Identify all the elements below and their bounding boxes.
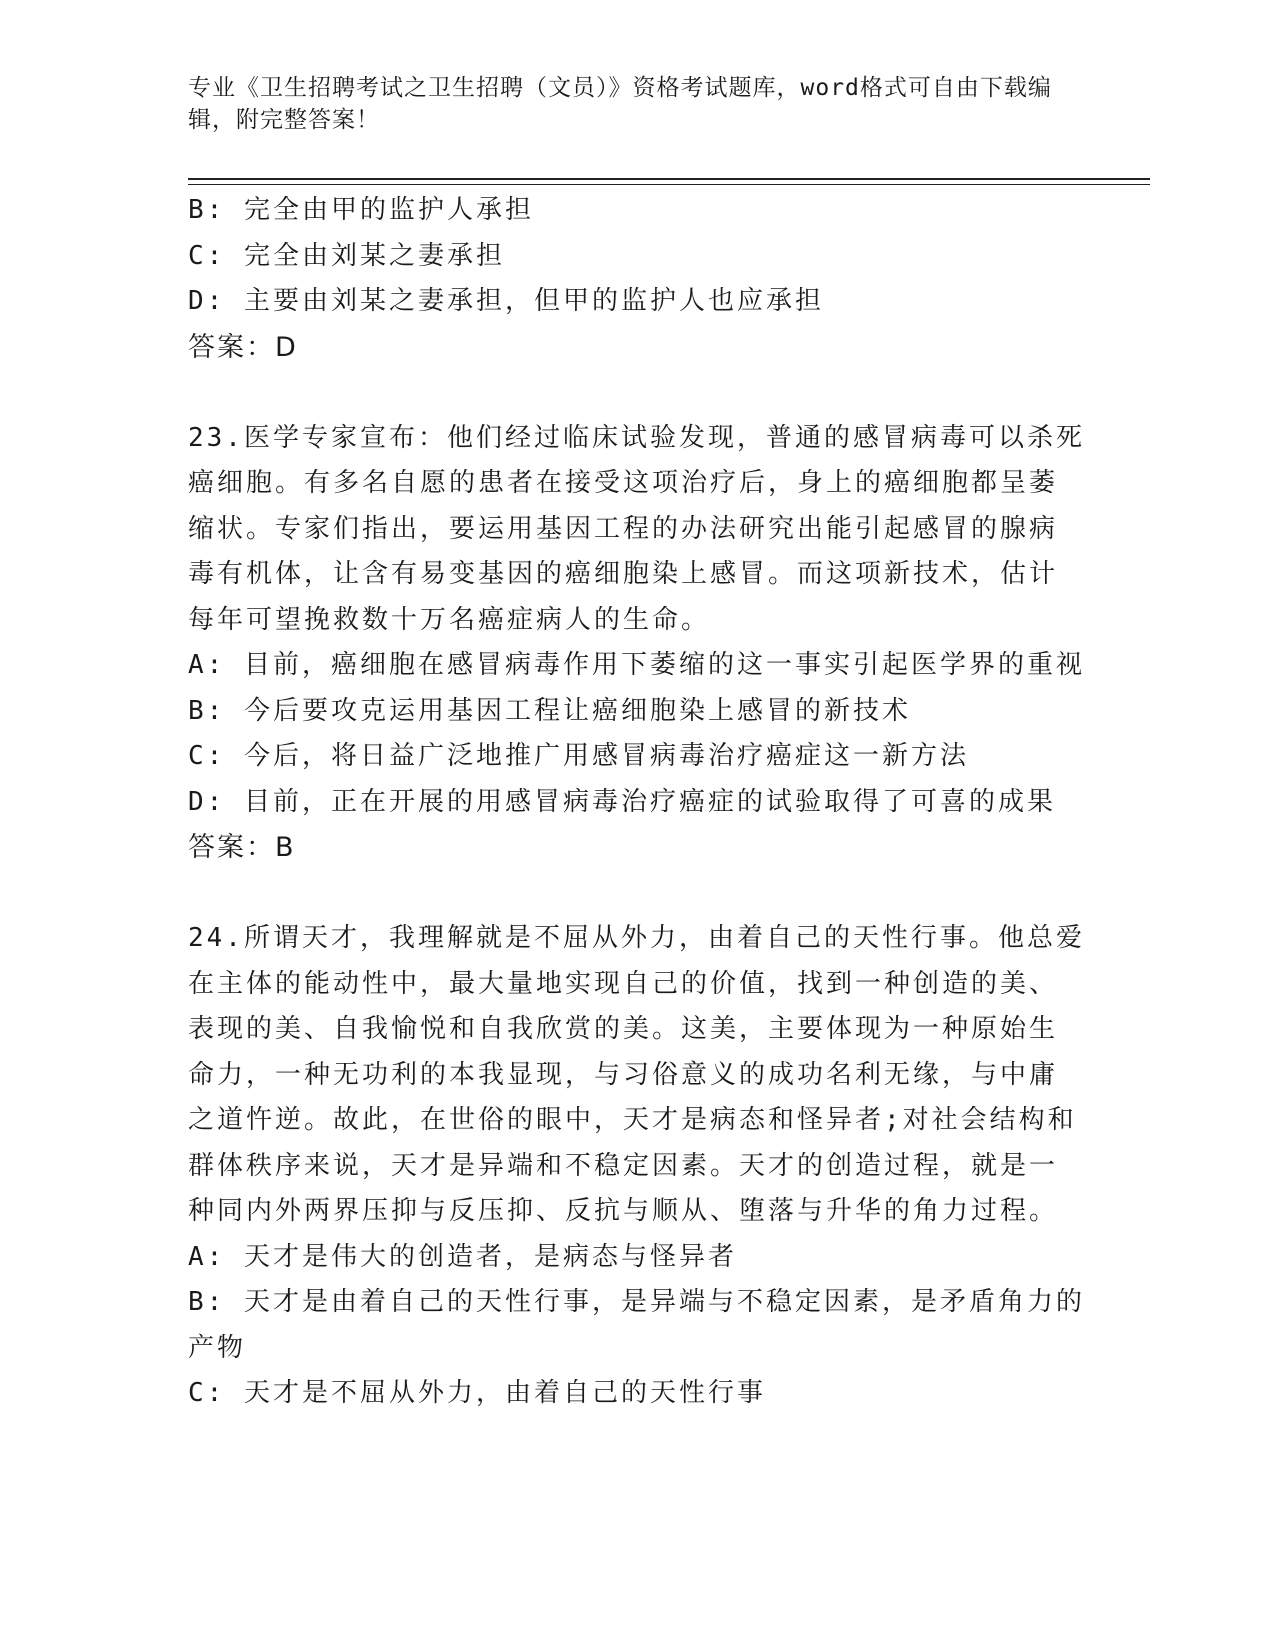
q24-stem-line-1: 24.所谓天才，我理解就是不屈从外力，由着自己的天性行事。他总爱 [188,923,1085,953]
q24-stem-line-5: 之道忤逆。故此，在世俗的眼中，天才是病态和怪异者;对社会结构和 [188,1105,1077,1135]
q22-option-b: B: 完全由甲的监护人承担 [188,195,534,225]
q24-stem-line-6: 群体秩序来说，天才是异端和不稳定因素。天才的创造过程，就是一 [188,1150,1059,1181]
q24-option-b-line-2: 产物 [188,1332,247,1363]
q24-option-b-line-1: B: 天才是由着自己的天性行事，是异端与不稳定因素，是矛盾角力的 [188,1287,1085,1317]
q24-stem-line-4: 命力，一种无功利的本我显现，与习俗意义的成功名利无缘，与中庸 [188,1059,1059,1090]
q24-option-c: C: 天才是不屈从外力，由着自己的天性行事 [188,1378,766,1408]
q24-stem-line-2: 在主体的能动性中，最大量地实现自己的价值，找到一种创造的美、 [188,968,1059,999]
question-24 [188,916,1088,1417]
q23-option-a: A: 目前，癌细胞在感冒病毒作用下萎缩的这一事实引起医学界的重视 [188,650,1085,680]
q23-stem-line-5: 每年可望挽救数十万名癌症病人的生命。 [188,604,711,635]
q23-stem-line-3: 缩状。专家们指出，要运用基因工程的办法研究出能引起感冒的腺病 [188,513,1059,544]
q23-stem-line-1: 23.医学专家宣布：他们经过临床试验发现，普通的感冒病毒可以杀死 [188,422,1085,453]
q22-answer: 答案：D [188,331,298,363]
document-body [188,188,1088,1417]
header-divider-thin [188,184,1150,185]
spacer [188,871,1088,917]
question-23 [188,416,1088,871]
q23-option-d: D: 目前，正在开展的用感冒病毒治疗癌症的试验取得了可喜的成果 [188,786,1056,817]
q23-stem-line-2: 癌细胞。有多名自愿的患者在接受这项治疗后，身上的癌细胞都呈萎 [188,468,1059,498]
header-text: 专业《卫生招聘考试之卫生招聘（文员）》资格考试题库，word格式可自由下载编辑，附完整答案！ [188,75,1052,133]
q23-option-c: C: 今后，将日益广泛地推广用感冒病毒治疗癌症这一新方法 [188,741,969,771]
q23-answer: 答案：B [188,832,296,863]
q23-option-b: B: 今后要攻克运用基因工程让癌细胞染上感冒的新技术 [188,695,911,726]
q23-stem-line-4: 毒有机体，让含有易变基因的癌细胞染上感冒。而这项新技术，估计 [188,559,1059,589]
q22-option-c: C: 完全由刘某之妻承担 [188,240,505,271]
q22-option-d: D: 主要由刘某之妻承担，但甲的监护人也应承担 [188,286,824,316]
header-divider-thick [188,178,1150,180]
question-22 [188,188,1088,370]
q24-option-a: A: 天才是伟大的创造者，是病态与怪异者 [188,1241,737,1272]
spacer [188,370,1088,416]
document-header [188,72,1078,136]
q24-stem-line-3: 表现的美、自我愉悦和自我欣赏的美。这美，主要体现为一种原始生 [188,1014,1059,1044]
q24-stem-line-7: 种同内外两界压抑与反压抑、反抗与顺从、堕落与升华的角力过程。 [188,1196,1059,1226]
